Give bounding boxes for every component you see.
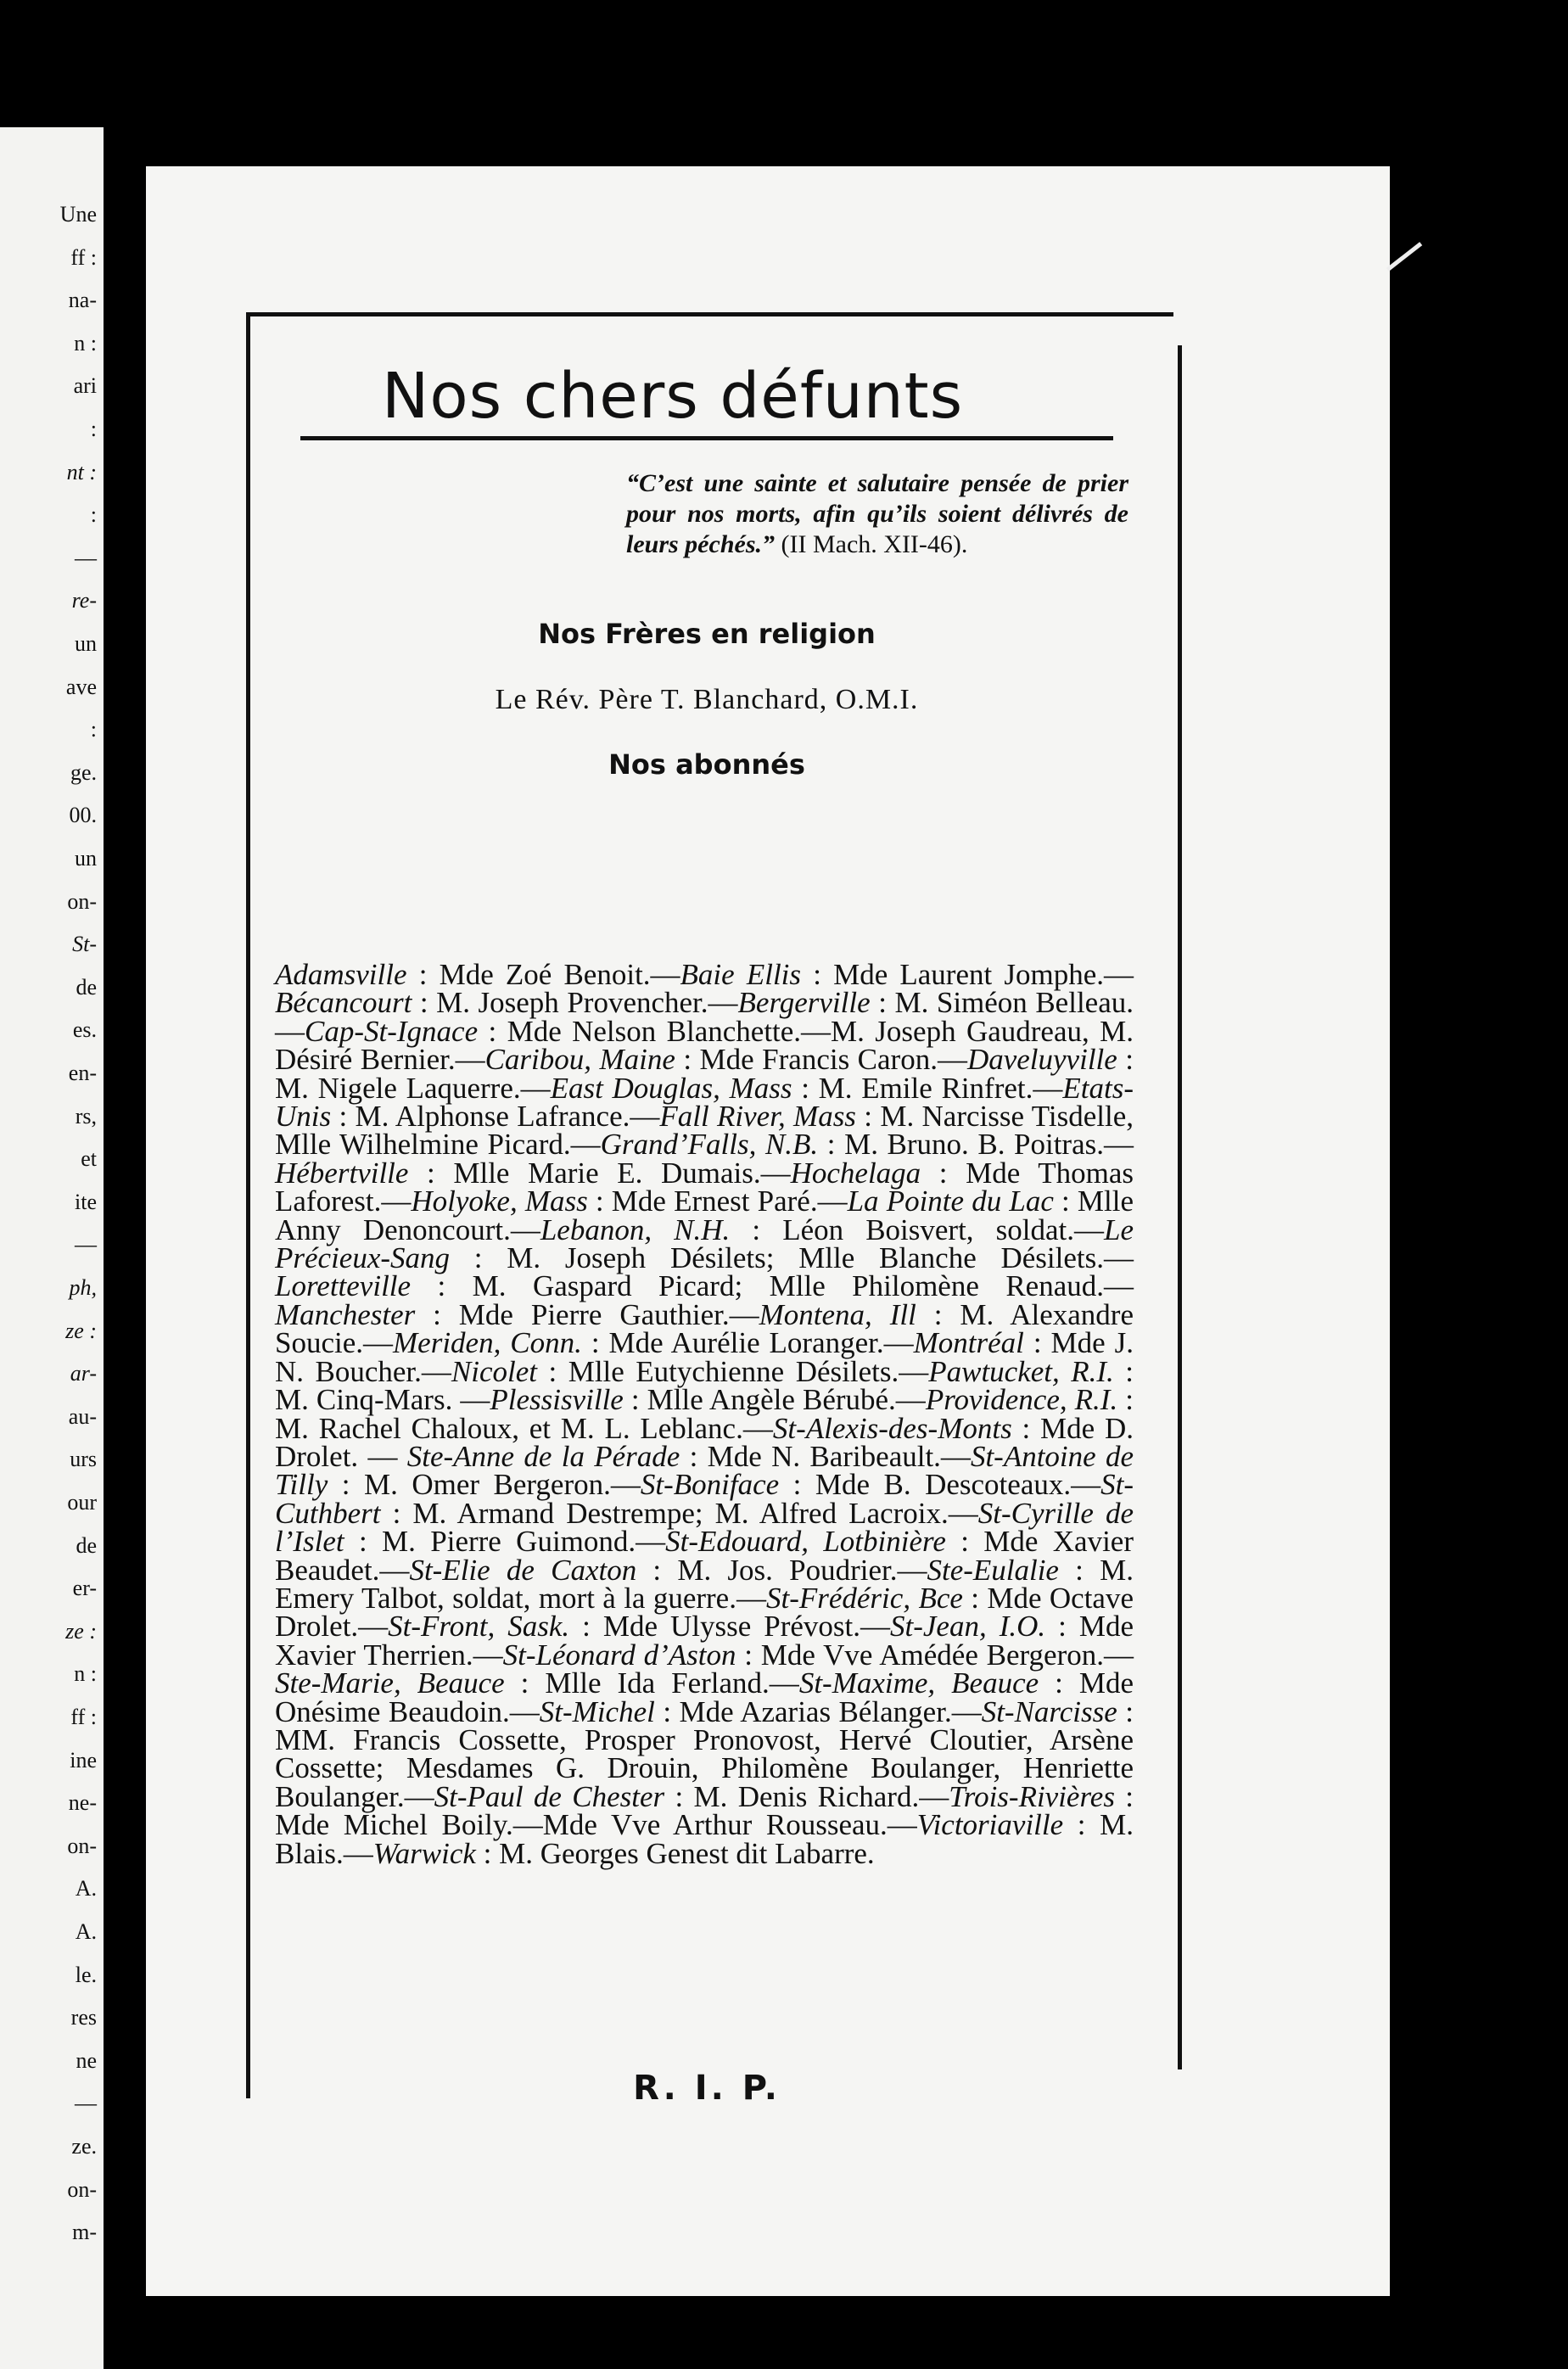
obituary-names: : Mde Michel Boily.—Mde Vve Arthur Rousseau.— [275, 1779, 1134, 1842]
facing-page-fragment: ge. [70, 759, 97, 785]
obituary-place: Bécancourt [275, 986, 412, 1020]
facing-page-fragment: er- [72, 1576, 97, 1601]
obituary-names: : Léon Boisvert, soldat.— [730, 1213, 1104, 1246]
facing-page-fragment: ff : [70, 1705, 97, 1729]
facing-page-fragment: : [90, 502, 97, 528]
section-heading-subscribers: Nos abonnés [608, 748, 805, 781]
obituary-place: Ste-Eulalie [927, 1553, 1059, 1587]
facing-page-fragment: et [81, 1146, 97, 1172]
obituary-names: : Mde D. Drolet. — [275, 1411, 1134, 1473]
obituary-list [275, 960, 1134, 1868]
obituary-place: Lebanon, N.H. [540, 1213, 731, 1246]
facing-page-fragment: — [75, 545, 97, 570]
facing-page-fragment: ine [70, 1747, 97, 1773]
obituary-names: : Mlle Anny Denoncourt.— [275, 1184, 1134, 1246]
obituary-place: Ste-Anne de la Pérade [406, 1439, 680, 1473]
obituary-place: Nicolet [451, 1354, 537, 1388]
facing-page-fragment: A. [75, 1876, 97, 1901]
facing-page-fragment: m- [72, 2220, 97, 2245]
obituary-names: : M. Siméon Belleau.— [275, 986, 1134, 1048]
facing-page-fragment: our [67, 1490, 97, 1515]
obituary-place: St-Front, Sask. [388, 1610, 570, 1644]
facing-page-fragment: ze : [65, 1618, 97, 1644]
obituary-place: Fall River, Mass [659, 1100, 856, 1134]
obituary-names: : M. Emile Rinfret.— [792, 1071, 1063, 1105]
obituary-names: : Mlle Ida Ferland.— [504, 1666, 799, 1700]
obituary-names: : M. Pierre Guimond.— [344, 1525, 666, 1559]
obituary-names: : Mde B. Descoteaux.— [779, 1468, 1101, 1502]
obituary-place: Victoriaville [916, 1808, 1064, 1842]
obituary-place: St-Frédéric, Bce [765, 1581, 963, 1615]
obituary-names: : M. Georges Genest dit Labarre. [475, 1836, 875, 1870]
obituary-place: Baie Ellis [680, 958, 802, 991]
facing-page-fragment: ave [65, 674, 97, 699]
title-underline [300, 436, 1113, 440]
obituary-place: Manchester [275, 1297, 416, 1331]
obituary-names: : Mde Ernest Paré.— [587, 1184, 848, 1218]
facing-page-fragment: de [76, 1532, 97, 1558]
quote-reference: (II Mach. XII-46). [781, 530, 968, 558]
obituary-names: : Mde Aurélie Loranger.— [581, 1326, 914, 1360]
obituary-names: : M. Jos. Poudrier.— [636, 1553, 927, 1587]
obituary-names: : Mde Azarias Bélanger.— [654, 1694, 982, 1728]
obituary-names: : Mde Zoé Benoit.— [406, 958, 680, 991]
obituary-place: St-Elie de Caxton [409, 1553, 637, 1587]
facing-page-fragment: un [75, 631, 97, 656]
section-heading-religion: Nos Frères en religion [538, 618, 876, 650]
rip-footer: R. I. P. [633, 2069, 781, 2108]
obituary-place: Loretteville [275, 1269, 412, 1303]
facing-page-fragment: ite [75, 1189, 97, 1214]
obituary-names: : Mde Vve Amédée Bergeron.— [736, 1638, 1134, 1672]
obituary-place: Plessisville [490, 1383, 624, 1417]
facing-page-fragment: ne [76, 2047, 97, 2073]
obituary-names: : Mde Xavier Beaudet.— [275, 1525, 1134, 1587]
obituary-names: : Mde Thomas Laforest.— [275, 1156, 1134, 1218]
facing-page-fragment: nt : [66, 459, 97, 484]
obituary-names: : M. Narcisse Tisdelle, Mlle Wilhelmine Picard.— [275, 1100, 1134, 1162]
obituary-names: : Mde Pierre Gauthier.— [415, 1297, 759, 1331]
obituary-place: St-Alexis-des-Monts [772, 1411, 1012, 1445]
facing-page-fragment: es. [72, 1017, 97, 1043]
obituary-place: Cap-St-Ignace [305, 1014, 479, 1048]
obituary-place: St-Léonard d’Aston [502, 1638, 736, 1672]
facing-page-fragment: en- [68, 1061, 97, 1085]
page-title: Nos chers défunts [382, 360, 964, 433]
obituary-place: St-Edouard, Lotbinière [665, 1525, 946, 1559]
obituary-place: St-Cyrille de l’Islet [275, 1496, 1134, 1559]
facing-page-fragment: ze. [71, 2134, 97, 2159]
obituary-names: : M. Joseph Désilets; Mlle Blanche Désilets.— [450, 1241, 1134, 1275]
obituary-names: : M. Alphonse Lafrance.— [331, 1100, 660, 1134]
obituary-names: : M. Alexandre Soucie.— [275, 1297, 1134, 1360]
obituary-place: St-Antoine de Tilly [275, 1439, 1134, 1502]
facing-page-fragment: urs [70, 1447, 97, 1472]
obituary-names: : M. Nigele Laquerre.— [275, 1043, 1134, 1105]
obituary-place: Daveluyville [966, 1043, 1117, 1077]
facing-page-fragment: ff : [70, 244, 97, 270]
facing-page-fragment: ari [73, 373, 97, 399]
obituary-names: : M. Cinq-Mars. — [275, 1354, 1134, 1417]
facing-page-fragment: na- [68, 288, 97, 313]
obituary-names: : Mlle Eutychienne Désilets.— [537, 1354, 929, 1388]
obituary-place: Grand’Falls, N.B. [600, 1128, 819, 1162]
facing-page-fragment: — [75, 2091, 97, 2116]
facing-page-fragment: on- [67, 2176, 97, 2202]
obituary-names: : Mde N. Baribeault.— [680, 1439, 971, 1473]
obituary-names: : M. Denis Richard.— [664, 1779, 949, 1813]
obituary-names: : M. Rachel Chaloux, et M. L. Leblanc.— [275, 1383, 1134, 1445]
facing-page-fragment: ar- [70, 1361, 97, 1386]
obituary-place: Caribou, Maine [484, 1043, 675, 1077]
facing-page-fragment: 00. [69, 803, 97, 828]
obituary-place: Trois-Rivières [949, 1779, 1115, 1813]
obituary-place: Bergerville [737, 986, 871, 1020]
obituary-names: : Mde Octave Drolet.— [275, 1581, 1134, 1644]
facing-page-fragment: n : [74, 330, 97, 356]
facing-page-fragment: au- [68, 1403, 97, 1429]
facing-page-fragment: ze : [65, 1318, 97, 1343]
obituary-place: Pawtucket, R.I. [928, 1354, 1114, 1388]
religion-member-entry: Le Rév. Père T. Blanchard, O.M.I. [495, 684, 919, 715]
facing-page-fragment: on- [67, 1833, 97, 1858]
obituary-names: : M. Omer Bergeron.— [328, 1468, 641, 1502]
facing-page-fragment: rs, [75, 1103, 97, 1128]
obituary-place: Adamsville [275, 958, 407, 991]
obituary-place: Holyoke, Mass [411, 1184, 588, 1218]
document-page [146, 166, 1390, 2296]
obituary-place: Meriden, Conn. [393, 1326, 582, 1360]
obituary-names: : Mde Francis Caron.— [675, 1043, 967, 1077]
facing-page-fragment: re- [71, 588, 97, 613]
obituary-place: La Pointe du Lac [847, 1184, 1054, 1218]
obituary-place: St-Boniface [640, 1468, 780, 1502]
obituary-place: Hébertville [275, 1156, 409, 1190]
obituary-names: : M. Emery Talbot, soldat, mort à la guerre.— [275, 1553, 1134, 1615]
obituary-place: Hochelaga [790, 1156, 921, 1190]
obituary-names: : M. Armand Destrempe; M. Alfred Lacroix.— [380, 1496, 978, 1530]
obituary-place: St-Michel [539, 1694, 655, 1728]
obituary-place: Ste-Marie, Beauce [275, 1666, 505, 1700]
obituary-names: : Mde Ulysse Prévost.— [569, 1610, 890, 1644]
obituary-names: : Mde Onésime Beaudoin.— [275, 1666, 1134, 1728]
obituary-names: : M. Joseph Provencher.— [412, 986, 738, 1020]
obituary-place: St-Jean, I.O. [890, 1610, 1046, 1644]
facing-page-fragment: le. [75, 1962, 97, 1987]
obituary-names: : Mlle Angèle Bérubé.— [623, 1383, 926, 1417]
facing-page-fragment: Une [59, 202, 97, 227]
obituary-place: Warwick [372, 1836, 476, 1870]
obituary-names: : MM. Francis Cossette, Prosper Pronovost, Hervé Cloutier, Arsène Cossette; Mesdames G. Drouin, Philomène Boulanger, Henriette Boulanger.— [275, 1694, 1134, 1813]
facing-page-fragment: on- [67, 888, 97, 914]
facing-page-fragment: : [90, 417, 97, 441]
obituary-place: Montena, Ill [759, 1297, 916, 1331]
obituary-place: St-Narcisse [981, 1694, 1117, 1728]
obituary-names: : Mde J. N. Boucher.— [275, 1326, 1134, 1388]
facing-page-fragment: : [90, 717, 97, 742]
obituary-names: : M. Blais.— [275, 1808, 1134, 1870]
facing-page-fragment: — [75, 1232, 97, 1257]
epigraph-quote [626, 468, 1128, 560]
facing-page-fragment: n : [74, 1661, 97, 1687]
obituary-names: : Mde Nelson Blanchette.—M. Joseph Gaudreau, M. Désiré Bernier.— [275, 1014, 1134, 1077]
facing-page-fragment: ne- [68, 1790, 97, 1816]
obituary-place: East Douglas, Mass [550, 1071, 792, 1105]
facing-page-fragment: de [76, 974, 97, 1000]
facing-page-fragment: St- [72, 932, 97, 957]
obituary-names: : Mlle Marie E. Dumais.— [408, 1156, 791, 1190]
obituary-names: : Mde Xavier Therrien.— [275, 1610, 1134, 1672]
obituary-place: St-Cuthbert [275, 1468, 1134, 1530]
page-corner-mark [1386, 242, 1422, 272]
obituary-names: : M. Bruno. B. Poitras.— [818, 1128, 1134, 1162]
facing-page-fragment: A. [75, 1919, 97, 1944]
obituary-place: Le Précieux-Sang [275, 1213, 1134, 1275]
facing-page-fragment: un [75, 846, 97, 871]
facing-page-fragment: res [70, 2005, 97, 2030]
obituary-names: : M. Gaspard Picard; Mlle Philomène Renaud.— [411, 1269, 1134, 1303]
facing-page-edge [0, 127, 104, 2369]
obituary-place: Etats-Unis [275, 1071, 1134, 1134]
obituary-place: St-Paul de Chester [434, 1779, 665, 1813]
obituary-names: : Mde Laurent Jomphe.— [801, 958, 1134, 991]
obituary-place: St-Maxime, Beauce [798, 1666, 1039, 1700]
quote-text: “C’est une sainte et salutaire pensée de prier pour nos morts, afin qu’ils soient délivrés de leurs péchés.” [626, 469, 1128, 558]
obituary-place: Providence, R.I. [925, 1383, 1118, 1417]
facing-page-fragment: ph, [69, 1275, 97, 1300]
obituary-place: Montréal [913, 1326, 1024, 1360]
